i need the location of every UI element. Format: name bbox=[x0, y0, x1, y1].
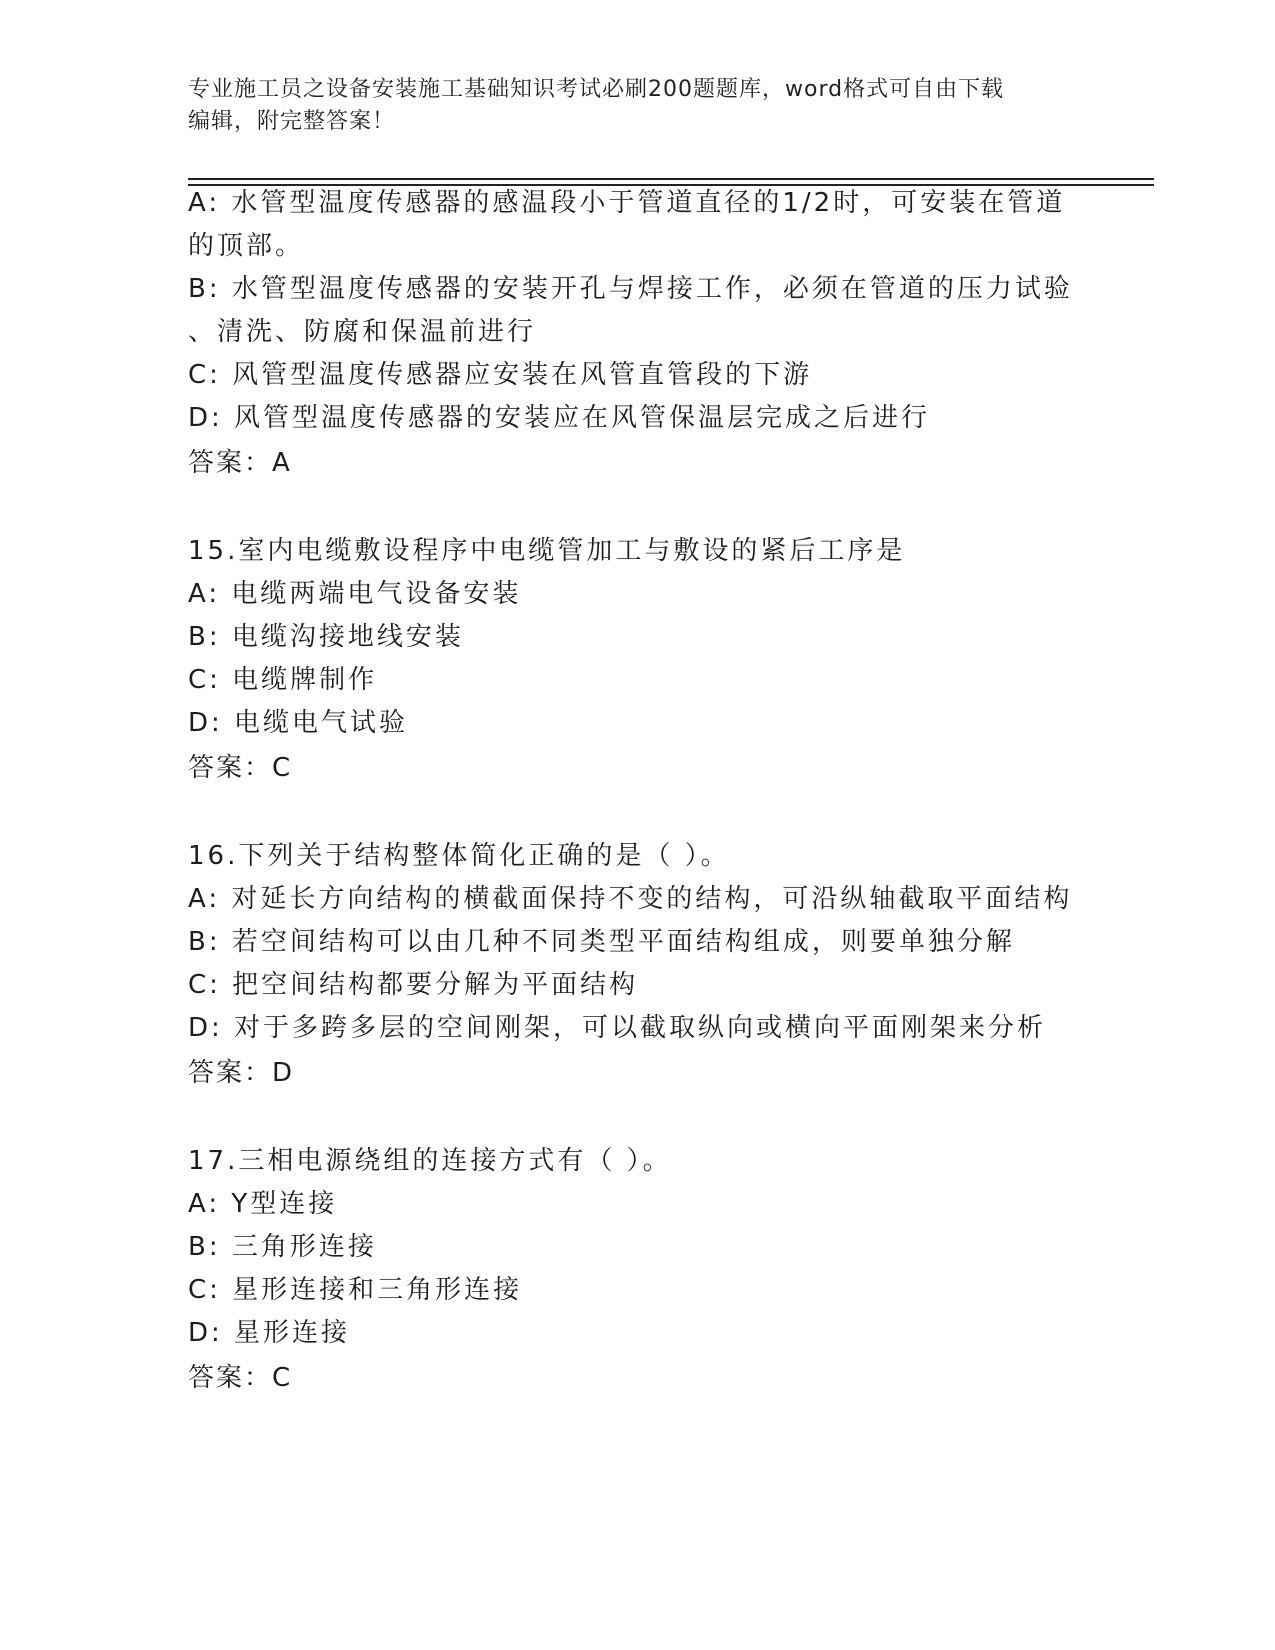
q14-option-b-line1: B: 水管型温度传感器的安装开孔与焊接工作，必须在管道的压力试验 bbox=[188, 274, 1073, 304]
q15-stem: 15.室内电缆敷设程序中电缆管加工与敷设的紧后工序是 bbox=[188, 536, 906, 566]
q15-option-a: A: 电缆两端电气设备安装 bbox=[188, 579, 522, 609]
q15-option-d: D: 电缆电气试验 bbox=[188, 708, 409, 738]
q17-option-b: B: 三角形连接 bbox=[188, 1232, 377, 1262]
q16-option-c: C: 把空间结构都要分解为平面结构 bbox=[188, 970, 639, 1000]
q14-option-a-line1: A: 水管型温度传感器的感温段小于管道直径的1/2时，可安装在管道 bbox=[188, 188, 1066, 218]
q15-option-b: B: 电缆沟接地线安装 bbox=[188, 622, 464, 652]
q14-answer: 答案：A bbox=[188, 448, 292, 478]
q16-option-a: A: 对延长方向结构的横截面保持不变的结构，可沿纵轴截取平面结构 bbox=[188, 884, 1073, 914]
q17-stem: 17.三相电源绕组的连接方式有（ ）。 bbox=[188, 1146, 672, 1176]
q16-option-d: D: 对于多跨多层的空间刚架，可以截取纵向或横向平面刚架来分析 bbox=[188, 1013, 1047, 1043]
q17-answer: 答案：C bbox=[188, 1363, 293, 1393]
q17-option-d: D: 星形连接 bbox=[188, 1318, 351, 1348]
document-header bbox=[188, 74, 1088, 138]
q17-option-c: C: 星形连接和三角形连接 bbox=[188, 1275, 523, 1305]
header-line-2: 编辑，附完整答案！ bbox=[188, 109, 396, 134]
q15-answer: 答案：C bbox=[188, 753, 293, 783]
header-divider-top bbox=[188, 178, 1154, 180]
q14-option-a-line2: 的顶部。 bbox=[188, 231, 305, 261]
q14-option-d: D: 风管型温度传感器的安装应在风管保温层完成之后进行 bbox=[188, 403, 931, 433]
header-line-1: 专业施工员之设备安装施工基础知识考试必刷200题题库，word格式可自由下载 bbox=[188, 77, 1005, 102]
q16-answer: 答案：D bbox=[188, 1058, 295, 1088]
q17-option-a: A: Y型连接 bbox=[188, 1189, 338, 1219]
q16-stem: 16.下列关于结构整体简化正确的是（ ）。 bbox=[188, 841, 730, 871]
q15-option-c: C: 电缆牌制作 bbox=[188, 665, 378, 695]
q14-option-b-line2: 、清洗、防腐和保温前进行 bbox=[188, 317, 537, 347]
q14-option-c: C: 风管型温度传感器应安装在风管直管段的下游 bbox=[188, 360, 813, 390]
q16-option-b: B: 若空间结构可以由几种不同类型平面结构组成，则要单独分解 bbox=[188, 927, 1015, 957]
